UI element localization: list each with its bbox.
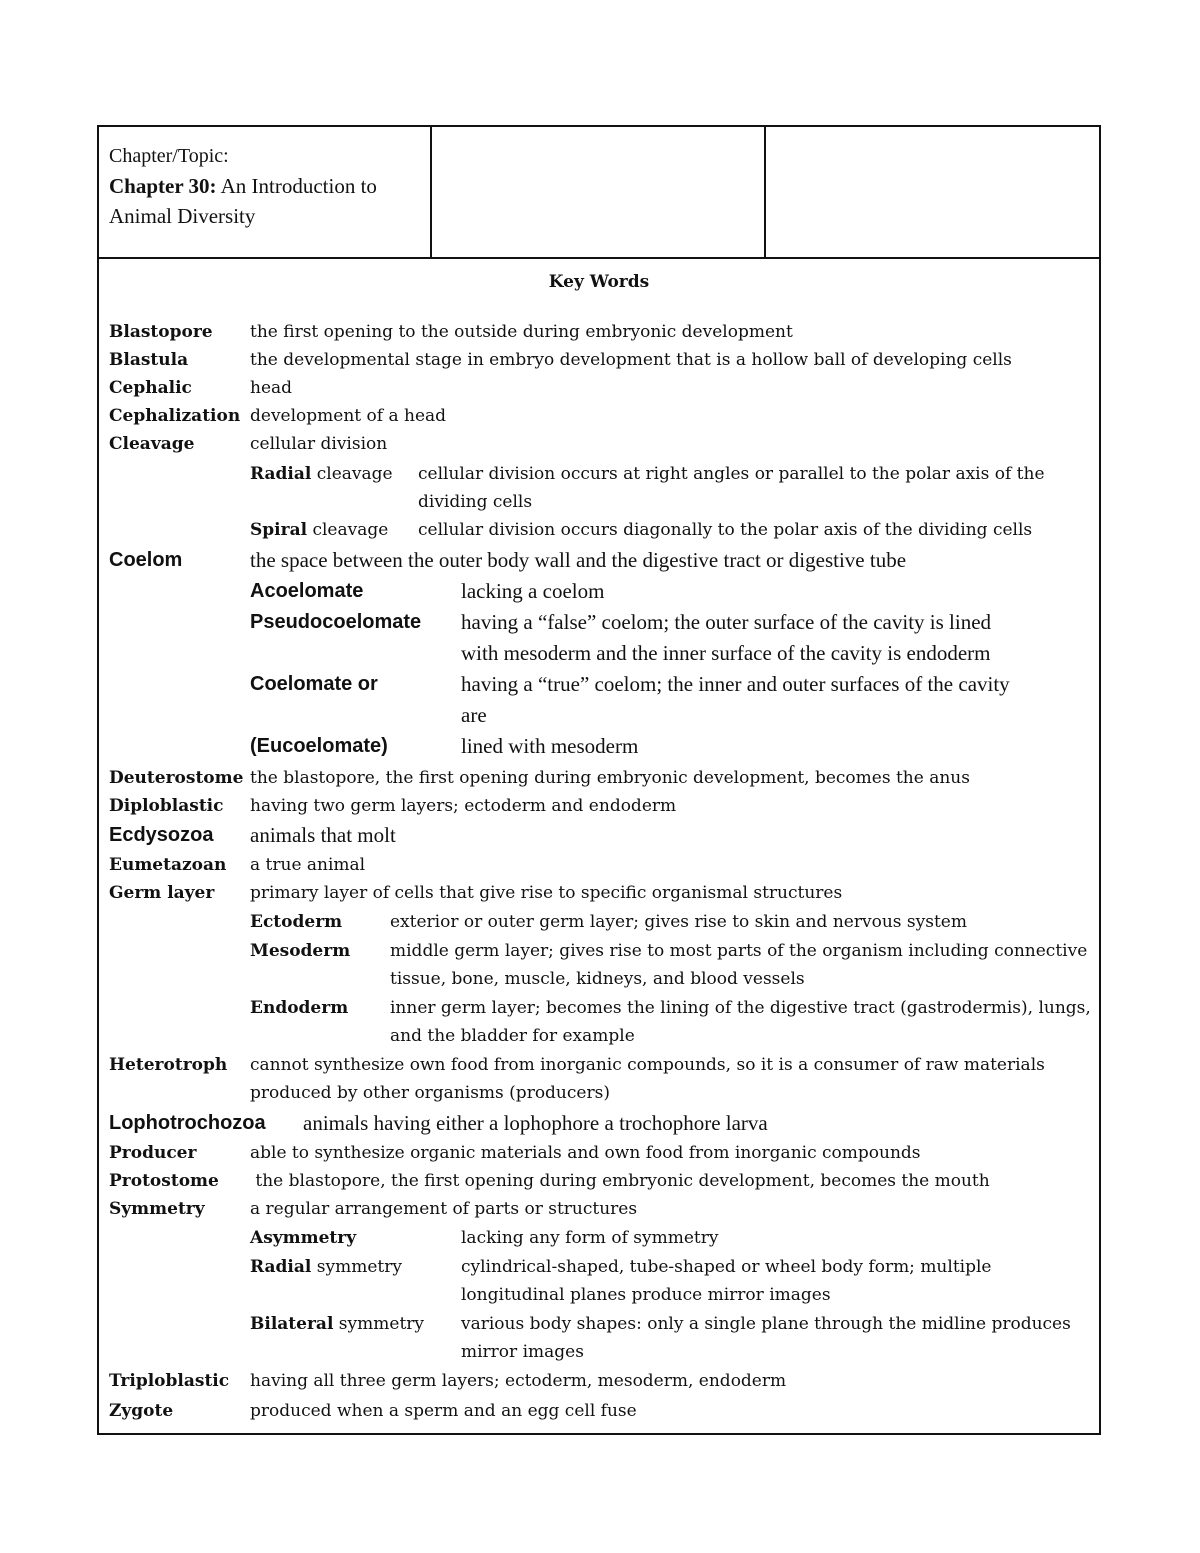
term-label: Coelom	[109, 549, 183, 571]
term-label: Zygote	[109, 1401, 174, 1421]
term-definition: the space between the outer body wall and the digestive tract or digestive tube	[250, 548, 907, 572]
subterm-definition: tissue, bone, muscle, kidneys, and blood vessels	[390, 969, 805, 989]
subterm-label: Endoderm	[250, 998, 349, 1018]
term-label: Cleavage	[109, 434, 195, 454]
subterm-definition: cylindrical-shaped, tube-shaped or wheel body form; multiple	[461, 1257, 992, 1277]
term-label: Triploblastic	[109, 1371, 230, 1391]
term-definition: produced when a sperm and an egg cell fuse	[250, 1401, 637, 1421]
chapter-topic-cell	[99, 127, 432, 257]
term-label: Germ layer	[109, 883, 215, 903]
subterm-definition: longitudinal planes produce mirror images	[461, 1285, 831, 1305]
term-definition: the first opening to the outside during embryonic development	[250, 322, 793, 342]
subterm-label: Radial cleavage	[250, 464, 393, 484]
term-definition: the developmental stage in embryo development that is a hollow ball of developing cells	[250, 350, 1012, 370]
term-label: Blastopore	[109, 322, 213, 342]
term-label: Heterotroph	[109, 1055, 228, 1075]
subterm-definition: dividing cells	[418, 492, 533, 512]
subterm-definition: having a “true” coelom; the inner and outer surfaces of the cavity	[461, 672, 1010, 696]
term-label: Cephalic	[109, 378, 192, 398]
term-definition: a true animal	[250, 855, 366, 875]
worksheet-frame	[97, 125, 1101, 1435]
subterm-label: Pseudocoelomate	[250, 611, 422, 633]
term-label: Lophotrochozoa	[109, 1112, 266, 1134]
term-label: Cephalization	[109, 406, 241, 426]
subterm-label: Radial symmetry	[250, 1257, 402, 1277]
subterm-definition: lined with mesoderm	[461, 734, 639, 758]
term-definition: cannot synthesize own food from inorganic compounds, so it is a consumer of raw materials	[250, 1055, 1045, 1075]
term-label: Eumetazoan	[109, 855, 227, 875]
subterm-label: Bilateral symmetry	[250, 1314, 425, 1334]
subterm-label: Spiral cleavage	[250, 520, 389, 540]
subterm-definition: and the bladder for example	[390, 1026, 635, 1046]
header-empty-cell-1	[432, 127, 766, 257]
subterm-definition: middle germ layer; gives rise to most parts of the organism including connective	[390, 941, 1088, 961]
term-definition: having all three germ layers; ectoderm, mesoderm, endoderm	[250, 1371, 787, 1391]
chapter-number: Chapter 30:	[109, 174, 217, 198]
term-definition: having two germ layers; ectoderm and endoderm	[250, 796, 677, 816]
term-label: Blastula	[109, 350, 189, 370]
subterm-definition: with mesoderm and the inner surface of the cavity is endoderm	[461, 641, 991, 665]
term-definition-line2: produced by other organisms (producers)	[250, 1083, 610, 1103]
term-label: Symmetry	[109, 1199, 205, 1219]
key-words-heading: Key Words	[548, 272, 650, 292]
subterm-label: Mesoderm	[250, 941, 351, 961]
subterm-definition: are	[461, 703, 487, 727]
subterm-label: Asymmetry	[250, 1228, 357, 1248]
subterm-definition: lacking a coelom	[461, 579, 605, 603]
subterm-definition: mirror images	[461, 1342, 584, 1362]
term-label: Diploblastic	[109, 796, 224, 816]
subterm-definition: cellular division occurs at right angles or parallel to the polar axis of the	[418, 464, 1045, 484]
header-empty-cell-2	[766, 127, 1099, 257]
subterm-label: Ectoderm	[250, 912, 343, 932]
header-row	[99, 127, 1099, 259]
chapter-title-rest: An Introduction to	[216, 174, 377, 198]
chapter-title	[109, 171, 430, 201]
term-definition: animals that molt	[250, 823, 396, 847]
term-definition: able to synthesize organic materials and own food from inorganic compounds	[250, 1143, 921, 1163]
subterm-label: Acoelomate	[250, 580, 364, 602]
term-label: Ecdysozoa	[109, 824, 214, 846]
term-definition: cellular division	[250, 434, 388, 454]
term-definition: animals having either a lophophore a trochophore larva	[303, 1111, 768, 1135]
subterm-definition: various body shapes: only a single plane through the midline produces	[461, 1314, 1071, 1334]
chapter-title-line2: Animal Diversity	[109, 204, 256, 228]
term-label: Deuterostome	[109, 768, 244, 788]
subterm-definition: inner germ layer; becomes the lining of the digestive tract (gastrodermis), lungs,	[390, 998, 1091, 1018]
term-definition: development of a head	[250, 406, 447, 426]
subterm-definition: lacking any form of symmetry	[461, 1228, 719, 1248]
subterm-definition: having a “false” coelom; the outer surface of the cavity is lined	[461, 610, 992, 634]
subterm-label: Coelomate or	[250, 673, 378, 695]
subterm-definition: exterior or outer germ layer; gives rise to skin and nervous system	[390, 912, 967, 932]
term-definition: the blastopore, the first opening during embryonic development, becomes the mouth	[250, 1171, 990, 1191]
term-label: Protostome	[109, 1171, 219, 1191]
subterm-label: (Eucoelomate)	[250, 735, 388, 757]
term-label: Producer	[109, 1143, 197, 1163]
subterm-definition: cellular division occurs diagonally to the polar axis of the dividing cells	[418, 520, 1033, 540]
term-definition: head	[250, 378, 293, 398]
chapter-topic-label: Chapter/Topic:	[109, 145, 229, 167]
term-definition: the blastopore, the first opening during embryonic development, becomes the anus	[250, 768, 970, 788]
term-definition: a regular arrangement of parts or structures	[250, 1199, 638, 1219]
term-definition: primary layer of cells that give rise to specific organismal structures	[250, 883, 843, 903]
